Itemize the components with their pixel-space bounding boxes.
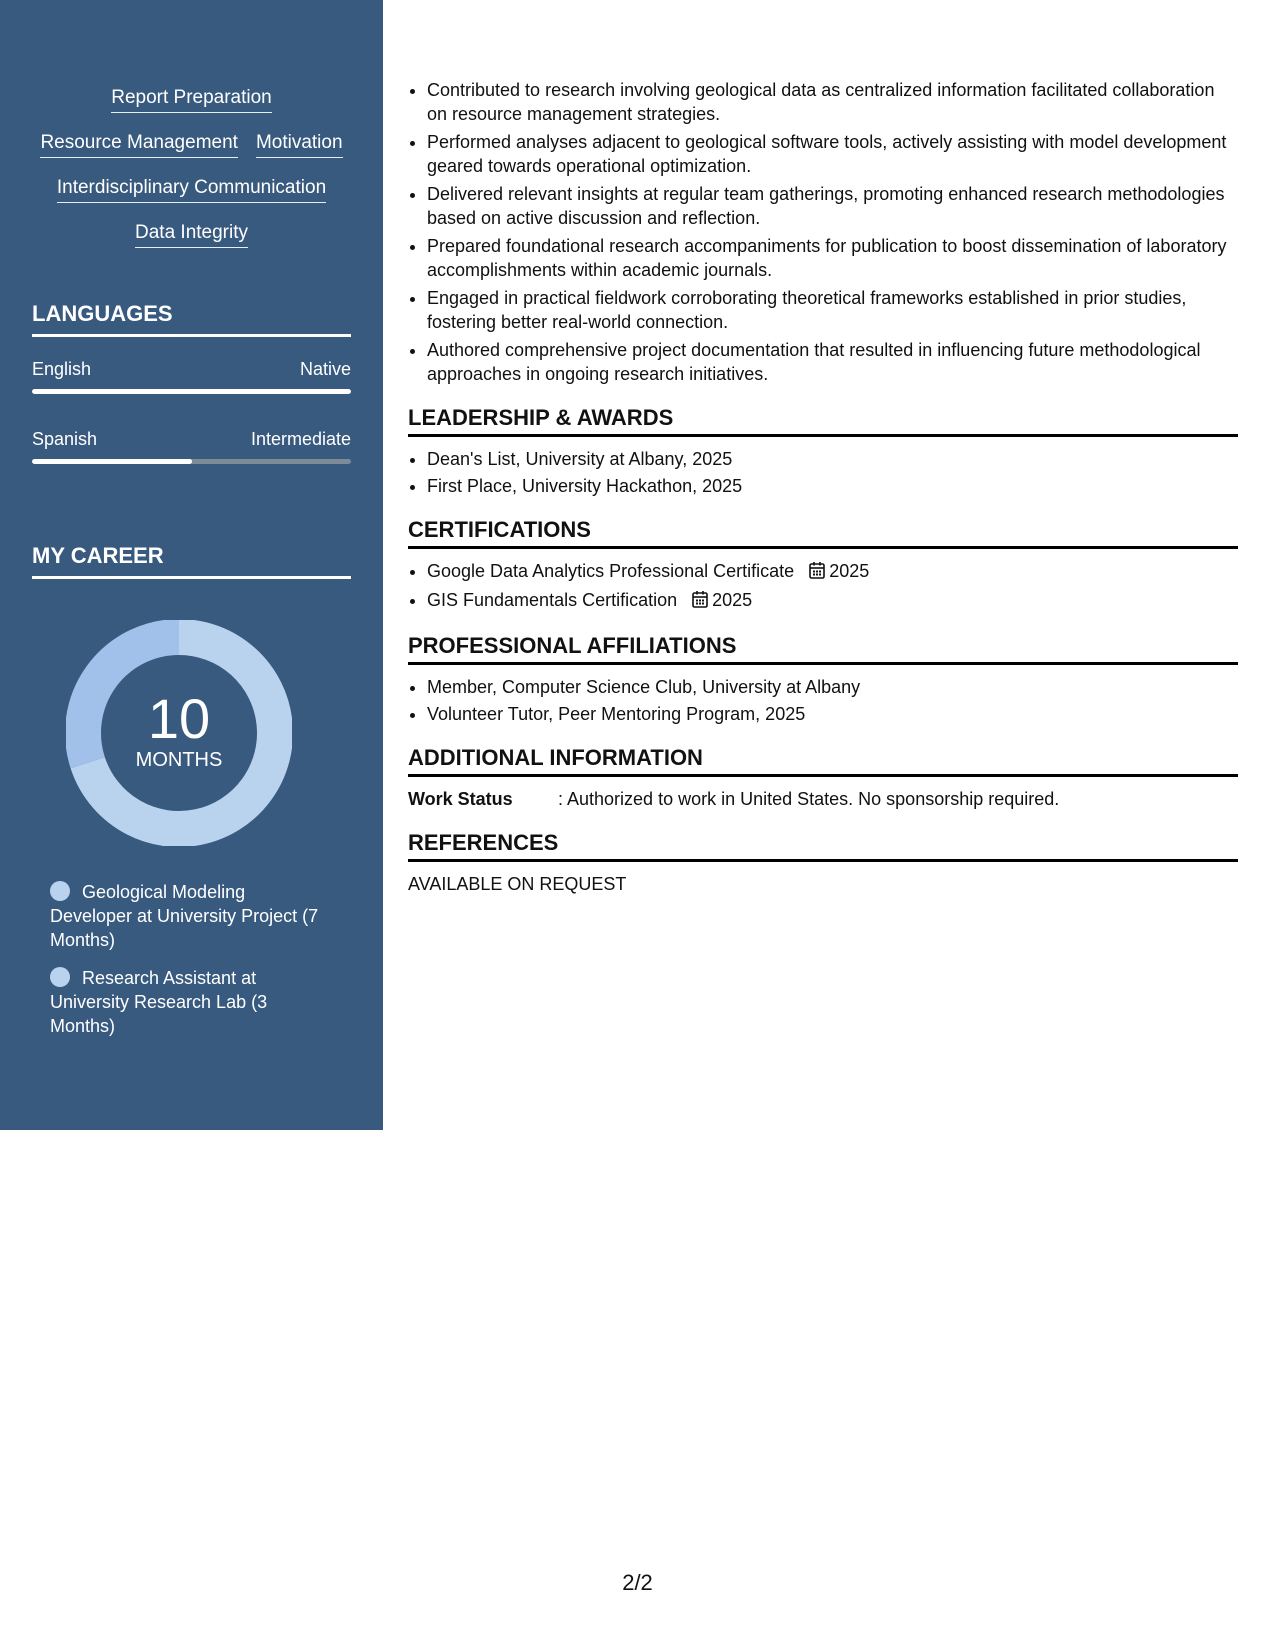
skill-tag: Data Integrity <box>135 221 248 248</box>
affiliations-heading: PROFESSIONAL AFFILIATIONS <box>408 632 1238 665</box>
affiliation-item: • Volunteer Tutor, Peer Mentoring Program, 2025 <box>427 702 1238 726</box>
skill-row <box>0 176 383 221</box>
skill-tag: Interdisciplinary Communication <box>57 176 326 203</box>
skill-row <box>0 131 383 176</box>
certifications-list <box>408 559 1238 614</box>
experience-bullets <box>408 78 1238 386</box>
skill-tag: Resource Management <box>40 131 238 158</box>
skill-tag: Motivation <box>256 131 343 158</box>
career-legend <box>50 880 320 1052</box>
experience-bullet: • Delivered relevant insights at regular team gatherings, promoting enhanced research methodologies based on active discussion and reflection. <box>427 182 1238 230</box>
work-status-row <box>408 787 1238 811</box>
calendar-icon <box>809 561 825 585</box>
page-number: 2/2 <box>622 1570 653 1595</box>
certification-name: GIS Fundamentals Certification <box>427 590 678 610</box>
leadership-item: • First Place, University Hackathon, 2025 <box>427 474 1238 498</box>
language-name: English <box>32 359 92 379</box>
calendar-icon <box>692 590 708 614</box>
certifications-heading: CERTIFICATIONS <box>408 516 1238 549</box>
skill-row <box>0 221 383 266</box>
legend-dot-icon <box>50 881 70 901</box>
career-total-value: 10 <box>147 687 211 750</box>
references-text: AVAILABLE ON REQUEST <box>408 874 627 894</box>
languages-heading: LANGUAGES <box>32 300 351 337</box>
experience-bullet: • Performed analyses adjacent to geological software tools, actively assisting with model development geared towards operational optimization. <box>427 130 1238 178</box>
main-content <box>408 78 1238 896</box>
career-donut <box>66 620 292 846</box>
leadership-heading: LEADERSHIP & AWARDS <box>408 404 1238 437</box>
additional-info-heading: ADDITIONAL INFORMATION <box>408 744 1238 777</box>
language-bar-fill <box>32 389 351 394</box>
experience-bullet: • Prepared foundational research accompaniments for publication to boost dissemination of laboratory accomplishments within academic journals. <box>427 234 1238 282</box>
language-bar <box>32 459 351 464</box>
career-item-text: Geological Modeling Developer at University Project (7 Months) <box>50 882 319 950</box>
career-item-text: Research Assistant at University Research Lab (3 Months) <box>50 968 268 1036</box>
experience-bullet: • Engaged in practical fieldwork corroborating theoretical frameworks established in prior studies, fostering better real-world connection. <box>427 286 1238 334</box>
skills-list <box>0 86 383 266</box>
certification-year: 2025 <box>829 561 870 581</box>
leadership-item: • Dean's List, University at Albany, 2025 <box>427 447 1238 471</box>
language-name: Spanish <box>32 429 98 449</box>
work-status-label: Work Status <box>408 789 513 809</box>
affiliation-item: • Member, Computer Science Club, University at Albany <box>427 675 1238 699</box>
language-spanish <box>32 428 351 464</box>
career-item <box>50 880 320 952</box>
career-item <box>50 966 320 1038</box>
experience-bullet: • Contributed to research involving geological data as centralized information facilitated collaboration on resource management strategies. <box>427 78 1238 126</box>
affiliations-list <box>408 675 1238 726</box>
certification-year: 2025 <box>712 590 753 610</box>
skill-tag: Report Preparation <box>111 86 272 113</box>
language-level: Native <box>299 359 351 379</box>
certification-item <box>427 588 1238 614</box>
leadership-list <box>408 447 1238 498</box>
work-status-value: : Authorized to work in United States. No sponsorship required. <box>558 789 1060 809</box>
legend-dot-icon <box>50 967 70 987</box>
language-bar <box>32 389 351 394</box>
certification-name: Google Data Analytics Professional Certificate <box>427 561 795 581</box>
language-bar-fill <box>32 459 192 464</box>
career-total-unit: MONTHS <box>135 749 223 771</box>
language-level: Intermediate <box>250 429 351 449</box>
skill-row <box>0 86 383 131</box>
experience-bullet: • Authored comprehensive project documentation that resulted in influencing future methodological approaches in ongoing research initiatives. <box>427 338 1238 386</box>
references-heading: REFERENCES <box>408 829 1238 862</box>
sidebar <box>0 0 383 1130</box>
certification-item <box>427 559 1238 585</box>
language-english <box>32 358 351 394</box>
career-heading: MY CAREER <box>32 542 351 579</box>
